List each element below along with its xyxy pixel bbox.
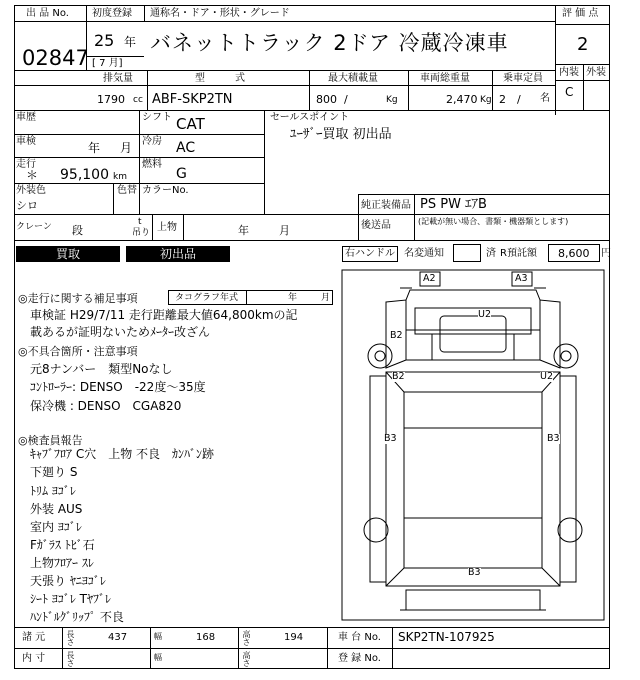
shift-value: CAT <box>176 115 205 133</box>
width-value: 168 <box>196 632 216 643</box>
divider <box>14 183 264 184</box>
divider <box>327 627 328 669</box>
height-value: 194 <box>284 632 304 643</box>
r-prefix: 済 <box>486 248 496 259</box>
history-label: 車歴 <box>16 112 36 123</box>
recycle-label: R預託額 <box>500 248 537 259</box>
mileage-notes-header: ◎走行に関する補足事項 <box>18 292 138 305</box>
damage-label-u2-right: U2 <box>540 371 553 382</box>
divider <box>14 214 610 215</box>
damage-label-b3-left: B3 <box>384 433 397 444</box>
color-change-label: 色替 <box>117 185 137 196</box>
damage-label-b3-right: B3 <box>547 433 560 444</box>
max-load-slash: / <box>344 93 348 106</box>
mileage-mark: ＊ <box>26 168 39 182</box>
dims-label: 諸 元 <box>22 632 46 643</box>
gross-weight-unit: Kg <box>480 95 492 105</box>
divider <box>309 70 310 110</box>
inspector-note: 室内 ﾖｺﾞﾚ <box>30 520 82 534</box>
displacement-unit: cc <box>133 95 143 105</box>
chassis-value: SKP2TN-107925 <box>398 630 495 644</box>
divider <box>14 134 264 135</box>
name-change-box <box>453 244 481 262</box>
interior-score: C <box>565 85 574 99</box>
divider <box>113 183 114 214</box>
inner-width-label: 幅 <box>154 653 162 662</box>
equipment-label: 純正装備品 <box>361 200 411 211</box>
score-value: 2 <box>577 34 589 55</box>
inner-length-label: 長さ <box>66 651 75 667</box>
divider <box>14 70 555 71</box>
sales-point-label: セールスポイント <box>270 112 350 123</box>
inspection-month: 月 <box>120 141 133 155</box>
lot-no: 02847 <box>22 46 89 70</box>
inspector-note: 天張り ﾔﾆﾖｺﾞﾚ <box>30 574 106 588</box>
fuel-value: G <box>176 166 187 182</box>
damage-label-b2-left-low: B2 <box>392 371 405 382</box>
mileage-note-line-1: 車検証 H29/7/11 走行距離最大値64,800kmの記 <box>30 308 298 322</box>
shift-label: シフト <box>142 112 172 123</box>
width-label: 幅 <box>154 632 162 641</box>
divider <box>14 240 610 241</box>
gross-weight: 2,470 <box>446 93 478 106</box>
color-label: 外装色 <box>16 185 46 196</box>
first-reg-month: [ 7 月] <box>92 58 123 69</box>
defect-line-1: 元8ナンバー 類型Noなし <box>30 362 173 376</box>
crane-hang: 吊り <box>132 228 151 238</box>
upper-body-month: 月 <box>279 224 290 237</box>
defect-header: ◎不具合箇所・注意事項 <box>18 345 138 358</box>
divider <box>62 627 63 669</box>
divider <box>358 194 610 195</box>
divider <box>14 648 610 649</box>
length-value: 437 <box>108 632 128 643</box>
divider <box>392 627 393 669</box>
divider <box>555 80 610 81</box>
inspector-note: ｷｬﾌﾞﾌﾛｱ C穴 上物 不良 ｶﾝﾊﾞﾝ跡 <box>30 447 215 461</box>
cargo-box <box>386 372 560 586</box>
divider <box>492 70 493 110</box>
gross-weight-label: 車両総重量 <box>420 73 470 84</box>
cargo-right-side <box>560 376 576 582</box>
cab-roof <box>406 290 540 330</box>
defect-line-2: ｺﾝﾄﾛｰﾗｰ: DENSO -22度～35度 <box>30 380 206 394</box>
upper-body-label: 上物 <box>157 222 177 233</box>
capacity-slash: / <box>517 93 521 106</box>
wheel-front-left <box>368 344 392 368</box>
first-reg-year: 25 <box>94 31 115 50</box>
capacity-unit: 名 <box>540 93 550 104</box>
car-name-label: 通称名・ドア・形状・グレード <box>150 8 290 19</box>
wheel-rear-right <box>558 518 582 542</box>
divider <box>14 110 610 111</box>
wheel-rear-left <box>364 518 388 542</box>
capacity-label: 乗車定員 <box>503 73 543 84</box>
mileage-note-line-2: 載あるが証明ないためﾒｰﾀｰ改ざん <box>30 325 211 339</box>
aftermarket-note: (記載が無い場合、書類・機器類とします) <box>418 217 569 226</box>
max-load-label: 最大積載量 <box>328 73 378 84</box>
cab-right-door <box>540 300 560 368</box>
divider <box>150 627 151 669</box>
divider <box>183 214 184 240</box>
mileage-value: 95,100 <box>60 167 109 183</box>
capacity: 2 <box>499 93 506 106</box>
ac-label: 冷房 <box>142 136 162 147</box>
inner-height-label: 高さ <box>242 651 251 667</box>
tacho-year: 年 <box>288 293 298 303</box>
divider <box>14 627 610 628</box>
damage-label-b3-rear: B3 <box>468 567 481 578</box>
equipment-value: PS PW ｴｱB <box>420 197 487 212</box>
model-label: 型 式 <box>195 73 245 84</box>
displacement: 1790 <box>97 93 125 106</box>
recycle-unit: 円 <box>601 248 611 259</box>
recycle-amount: 8,600 <box>558 247 590 260</box>
model: ABF-SKP2TN <box>152 92 233 107</box>
fuel-label: 燃料 <box>142 159 162 170</box>
inspector-note: ﾊﾝﾄﾞﾙｸﾞﾘｯﾌﾟ 不良 <box>30 610 124 624</box>
cargo-left-side <box>370 376 386 582</box>
first-reg-year-unit: 年 <box>124 35 137 49</box>
divider <box>14 157 264 158</box>
divider <box>555 5 556 115</box>
score-label: 評 価 点 <box>562 8 599 19</box>
divider <box>14 21 555 22</box>
color-value: シロ <box>16 199 38 212</box>
crane-t: t <box>138 217 142 227</box>
crane-step: 段 <box>72 224 83 237</box>
inspection-year: 年 <box>88 141 101 155</box>
exterior-score-label: 外装 <box>586 67 606 78</box>
inspection-label: 車検 <box>16 136 36 147</box>
divider <box>555 24 610 25</box>
divider <box>414 194 415 240</box>
mileage-unit: km <box>113 172 127 182</box>
color-code-label: カラーNo. <box>142 185 189 196</box>
ac-value: AC <box>176 140 196 156</box>
purchase-tag: 買取 <box>16 246 120 262</box>
rear-door <box>406 590 540 610</box>
divider <box>358 194 359 240</box>
inspector-note: ｼｰﾄ ﾖｺﾞﾚ Tﾔﾌﾞﾚ <box>30 592 111 606</box>
divider <box>583 64 584 110</box>
inspector-note: 上物ﾌﾛｱｰ ｽﾚ <box>30 556 94 570</box>
displacement-label: 排気量 <box>103 73 133 84</box>
damage-label-a2: A2 <box>423 273 436 284</box>
upper-body-year: 年 <box>238 224 249 237</box>
car-name: バネットトラック 2ドア 冷蔵冷凍車 <box>150 31 509 55</box>
height-label: 高さ <box>242 630 251 646</box>
length-label: 長さ <box>66 630 75 646</box>
vehicle-diagram <box>340 268 606 622</box>
divider <box>147 70 148 110</box>
divider <box>144 5 145 21</box>
divider <box>139 110 140 214</box>
wheel-front-right <box>554 344 578 368</box>
damage-label-a3: A3 <box>515 273 528 284</box>
damage-label-b2-left: B2 <box>390 330 403 341</box>
divider <box>408 70 409 110</box>
crane-label: クレーン <box>16 222 52 232</box>
registration-label: 登 録 No. <box>338 653 381 664</box>
divider <box>86 56 144 57</box>
name-change-label: 名変通知 <box>404 248 444 259</box>
inspector-note: Fｶﾞﾗｽ ﾄﾋﾞ石 <box>30 538 95 552</box>
lot-no-label: 出 品 No. <box>26 8 69 19</box>
damage-label-u2-top: U2 <box>478 309 491 320</box>
aftermarket-label: 後送品 <box>361 220 391 231</box>
tacho-month: 月 <box>321 293 331 303</box>
divider <box>152 214 153 240</box>
inspector-note: ﾄﾘﾑ ﾖｺﾞﾚ <box>30 484 76 498</box>
divider <box>238 627 239 669</box>
inner-dims-label: 内 寸 <box>22 653 46 664</box>
mileage-label: 走行 <box>16 159 36 170</box>
first-listing-tag: 初出品 <box>126 246 230 262</box>
sales-point: ﾕｰｻﾞｰ買取 初出品 <box>290 127 392 142</box>
divider <box>14 85 555 86</box>
inspector-note: 下廻り S <box>30 465 78 479</box>
inspector-note: 外装 AUS <box>30 502 83 516</box>
chassis-label: 車 台 No. <box>338 632 381 643</box>
max-load: 800 <box>316 93 337 106</box>
inspector-header: ◎検査員報告 <box>18 434 83 447</box>
divider <box>246 290 247 305</box>
first-reg-label: 初度登録 <box>92 8 132 19</box>
tacho-label: タコグラフ年式 <box>175 293 239 303</box>
interior-score-label: 内装 <box>559 67 579 78</box>
right-handle-label: 右ハンドル <box>345 248 395 259</box>
max-load-unit: Kg <box>386 95 398 105</box>
defect-line-3: 保冷機 : DENSO CGA820 <box>30 399 182 413</box>
divider <box>264 110 265 214</box>
